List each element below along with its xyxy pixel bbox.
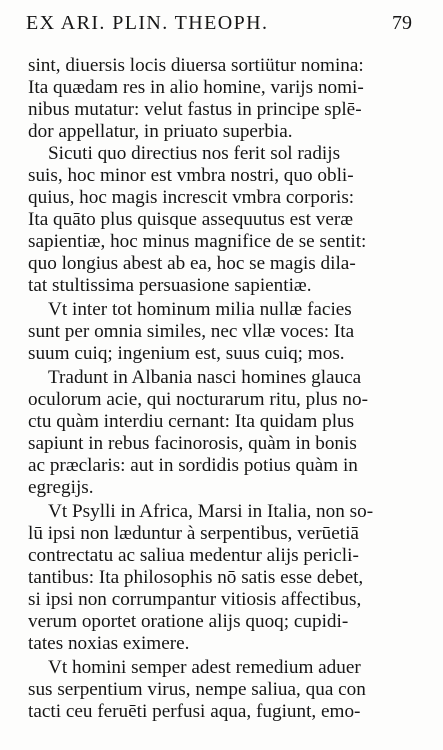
text-line: verum oportet oratione alijs quoq; cupidi- bbox=[28, 611, 349, 632]
text-line: Vt inter tot hominum milia nullæ facies bbox=[48, 299, 352, 320]
page-number: 79 bbox=[392, 12, 412, 34]
text-line: sapientiæ, hoc minus magnifice de se sentit: bbox=[28, 231, 367, 252]
text-line: ac præclaris: aut in sordidis potius quàm in bbox=[28, 455, 358, 476]
page-header bbox=[0, 6, 443, 42]
text-line: lū ipsi non læduntur à serpentibus, verūetiā bbox=[28, 523, 359, 544]
text-line: Ita quāto plus quisque assequutus est veræ bbox=[28, 209, 354, 230]
text-line: tacti ceu feruēti perfusi aqua, fugiunt, emo- bbox=[28, 701, 361, 722]
text-line: dor appellatur, in priuato superbia. bbox=[28, 121, 293, 142]
text-line: sint, diuersis locis diuersa sortiütur nomina: bbox=[28, 55, 364, 76]
text-line: quo longius abest ab ea, hoc se magis dila- bbox=[28, 253, 356, 274]
text-line: Tradunt in Albania nasci homines glauca bbox=[48, 367, 362, 388]
text-line: tantibus: Ita philosophis nō satis esse debet, bbox=[28, 567, 364, 588]
text-line: si ipsi non corrumpantur vitiosis affectibus, bbox=[28, 589, 362, 610]
text-line: sus serpentium virus, nempe saliua, qua con bbox=[28, 679, 366, 700]
text-line: contrectatu ac saliua medentur alijs pericli- bbox=[28, 545, 359, 566]
text-line: Sicuti quo directius nos ferit sol radijs bbox=[48, 143, 341, 164]
text-line: Ita quædam res in alio homine, varijs nomi- bbox=[28, 77, 364, 98]
text-line: oculorum acie, qui nocturarum ritu, plus no- bbox=[28, 389, 368, 410]
running-head: EX ARI. PLIN. THEOPH. bbox=[26, 12, 269, 34]
text-line: ctu quàm interdiu cernant: Ita quidam plus bbox=[28, 411, 355, 432]
text-line: nibus mutatur: velut fastus in principe splē- bbox=[28, 99, 362, 120]
text-line: Vt homini semper adest remedium aduer bbox=[48, 657, 361, 678]
text-line: egregijs. bbox=[28, 477, 94, 498]
text-line: suis, hoc minor est vmbra nostri, quo obli- bbox=[28, 165, 354, 186]
text-line: quius, hoc magis increscit vmbra corporis: bbox=[28, 187, 355, 208]
text-line: tates noxias eximere. bbox=[28, 633, 190, 654]
text-line: suum cuiq; ingenium est, suus cuiq; mos. bbox=[28, 343, 345, 364]
text-line: sapiunt in rebus facinorosis, quàm in bonis bbox=[28, 433, 357, 454]
text-line: tat stultissima persuasione sapientiæ. bbox=[28, 275, 312, 296]
text-line: sunt per omnia similes, nec vllæ voces: Ita bbox=[28, 321, 355, 342]
text-line: Vt Psylli in Africa, Marsi in Italia, non so- bbox=[48, 501, 374, 522]
